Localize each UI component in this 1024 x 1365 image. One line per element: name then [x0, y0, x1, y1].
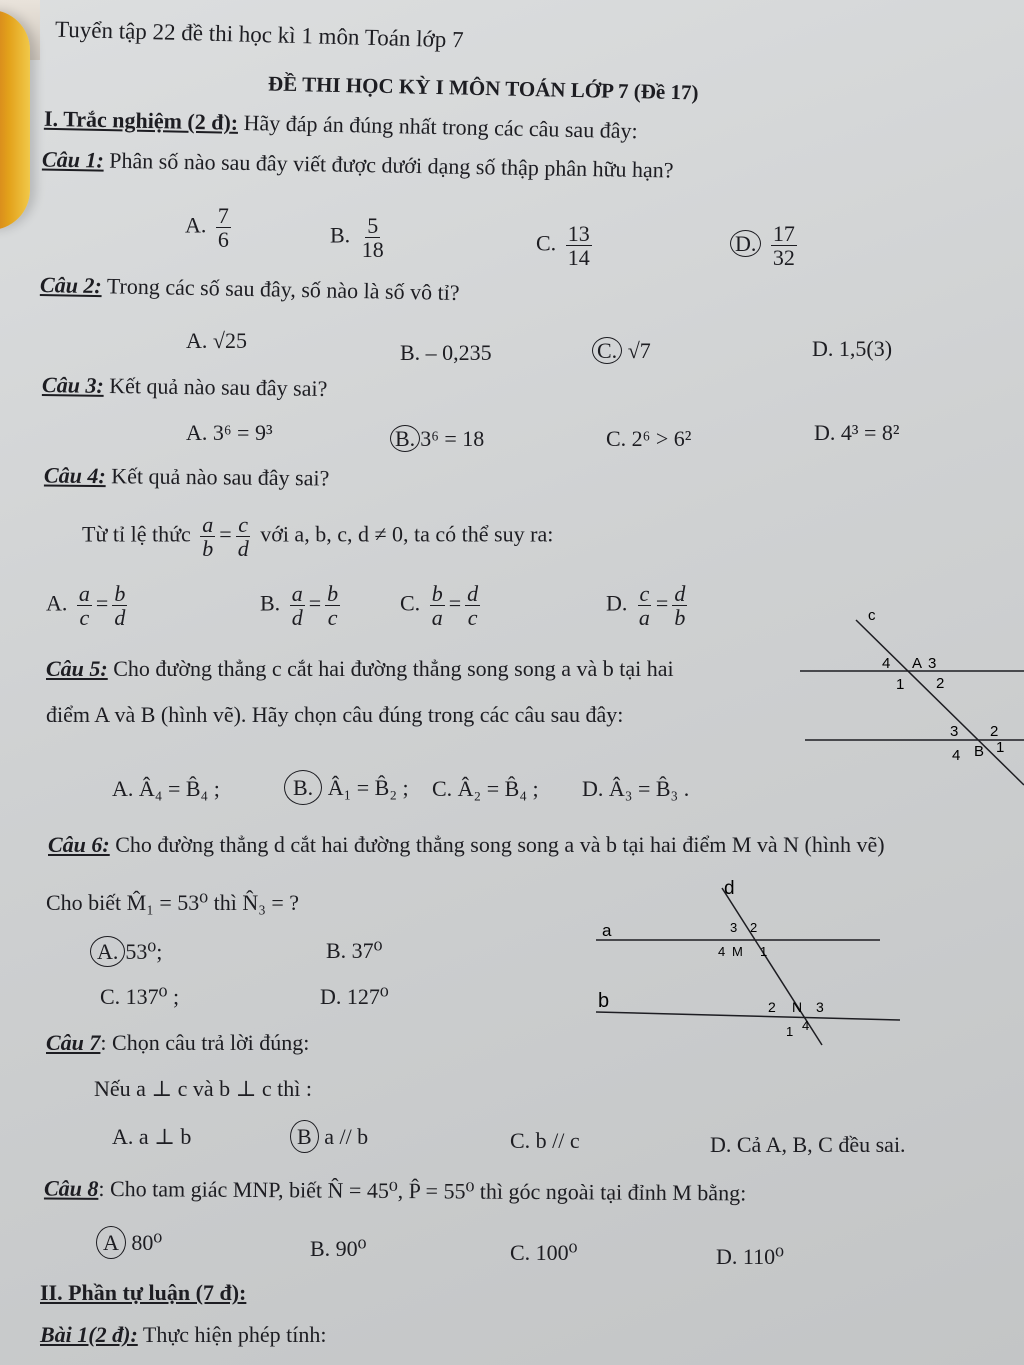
q1-option-d: [730, 222, 801, 269]
q6-fig-label-d: d: [724, 878, 735, 899]
bai1: [40, 1322, 326, 1348]
q6-line-b: [596, 1012, 900, 1020]
q4-option-c-key: C.: [400, 590, 421, 616]
q4-c-r-den: c: [467, 605, 478, 631]
q5-fig-a3: 3: [928, 655, 937, 672]
q6-fig-m3: 3: [730, 920, 738, 935]
q4-b-r-num: b: [327, 581, 339, 606]
part1-heading: I. Trắc nghiệm (2 đ):: [43, 105, 239, 135]
q4-c-l-den: a: [431, 605, 443, 631]
book-edge-decoration: [0, 10, 30, 230]
q8-option-b: B. 90⁰: [310, 1236, 367, 1261]
q8-option-c: C. 100⁰: [510, 1240, 578, 1265]
q6-option-d: D. 127⁰: [320, 984, 389, 1009]
q5-stem-line2: điểm A và B (hình vẽ). Hãy chọn câu đúng trong các câu sau đây:: [46, 702, 624, 727]
q4-b-l-num: a: [291, 581, 303, 606]
q4-c-r-num: d: [467, 581, 479, 606]
q4-premise-b: b: [202, 536, 214, 562]
q4-premise: Từ tỉ lệ thức $\frac{a}{b}$ = $\frac{c}{d}$ với a, b, c, d ≠ 0, ta có thể suy ra:: [82, 512, 554, 562]
q4-c-l-num: b: [431, 581, 443, 606]
q4-premise-d: d: [237, 536, 249, 562]
q6-fig-n4: 4: [802, 1018, 810, 1033]
q3-option-b-key-circled: B.: [390, 425, 420, 452]
q5-fig-a1: 1: [896, 676, 905, 693]
q6-fig-m2: 2: [750, 920, 758, 935]
q5-fig-point-b: B: [974, 743, 985, 760]
q1-option-b: [330, 214, 390, 261]
q3-text: Kết quả nào sau đây sai?: [109, 372, 328, 401]
q5-fig-b4: 4: [952, 747, 961, 764]
q1-label: Câu 1:: [41, 146, 105, 173]
q5-option-b-key-circled: B.: [284, 770, 322, 805]
q3-option-b-value: 3⁶ = 18: [420, 426, 485, 451]
q4-label: Câu 4:: [43, 462, 106, 489]
exam-title: ĐỀ THI HỌC KỲ I MÔN TOÁN LỚP 7 (Đề 17): [267, 71, 699, 105]
q5-label: Câu 5:: [46, 656, 108, 681]
q2-option-a: A. √25: [186, 328, 247, 353]
q5-stem-line1: [46, 656, 674, 682]
q5-fig-label-c: c: [868, 607, 876, 624]
q4-stem: [44, 463, 330, 492]
q5-option-b-value: Â₁ = B̂₂ ;: [327, 775, 409, 800]
q6-fig-label-b: b: [598, 990, 610, 1012]
q7-premise: Nếu a ⊥ c và b ⊥ c thì :: [94, 1076, 312, 1101]
q1-b-denominator: 18: [361, 237, 384, 263]
q8-option-a-value: 80⁰: [131, 1230, 163, 1255]
q2-option-c-key-circled: C.: [592, 337, 622, 364]
q6-option-b: B. 37⁰: [326, 938, 383, 963]
q8-text: : Cho tam giác MNP, biết N̂ = 45⁰, P̂ = 55⁰ thì góc ngoài tại đỉnh M bằng:: [98, 1175, 747, 1206]
part2-heading-text: II. Phần tự luận (7 đ):: [40, 1280, 247, 1305]
q5-option-d: D. Â₃ = B̂₃ .: [582, 776, 690, 801]
q1-d-numerator: 17: [772, 221, 795, 246]
q4-a-r-den: d: [114, 605, 126, 631]
q1-option-a: [185, 204, 235, 251]
q5-fig-point-a: A: [912, 655, 923, 672]
q8-option-d: D. 110⁰: [716, 1244, 784, 1269]
q5-option-b: [284, 770, 409, 805]
q3-option-a: A. 3⁶ = 9³: [186, 420, 273, 445]
q7-label: Câu 7: [46, 1030, 101, 1055]
q6-fig-point-m: M: [732, 944, 743, 959]
q6-fig-m1: 1: [760, 944, 768, 959]
q6-fig-n2: 2: [768, 999, 776, 1015]
q4-option-a-key: A.: [46, 590, 68, 616]
q4-premise-c: c: [238, 512, 249, 537]
q4-option-b: B. $\frac{a}{d}$ = $\frac{b}{c}$: [260, 581, 339, 631]
part1-instruction: Hãy đáp án đúng nhất trong các câu sau đây:: [243, 109, 638, 144]
q4-option-c: C. $\frac{b}{a}$ = $\frac{d}{c}$: [400, 581, 479, 631]
q6-given: Cho biết M̂₁ = 53⁰ thì N̂₃ = ?: [46, 890, 300, 915]
q1-option-c: [536, 222, 596, 269]
q8-option-a-key-circled: A: [96, 1226, 126, 1259]
q4-premise-a: a: [202, 512, 214, 537]
q4-a-l-num: a: [78, 581, 90, 606]
q3-option-c: C. 2⁶ > 6²: [606, 426, 692, 451]
q7-stem: [46, 1030, 309, 1056]
q1-d-denominator: 32: [772, 245, 795, 271]
q3-label: Câu 3:: [41, 372, 104, 398]
q1-c-denominator: 14: [567, 245, 590, 271]
q4-premise-post: với a, b, c, d ≠ 0, ta có thể suy ra:: [260, 521, 554, 547]
q4-d-l-den: a: [638, 605, 650, 631]
q7-option-a: A. a ⊥ b: [112, 1124, 192, 1149]
part1-line: [44, 106, 638, 144]
q5-option-c: C. Â₂ = B̂₄ ;: [432, 776, 539, 801]
q5-text1: Cho đường thẳng c cắt hai đường thẳng song song a và b tại hai: [113, 656, 674, 681]
bai1-label: Bài 1(2 đ):: [40, 1322, 138, 1347]
q1-b-numerator: 5: [367, 213, 379, 238]
q3-stem: [42, 372, 328, 402]
q4-premise-pre: Từ tỉ lệ thức: [82, 521, 191, 547]
q4-option-d-key: D.: [606, 590, 628, 616]
series-title: Tuyển tập 22 đề thi học kì 1 môn Toán lớp 7: [54, 16, 464, 53]
q1-a-denominator: 6: [217, 227, 229, 253]
q6-option-a-value: 53⁰;: [125, 939, 163, 964]
q6-option-c: C. 137⁰ ;: [100, 984, 180, 1009]
q5-line-c: [856, 620, 1024, 785]
q8-stem: [44, 1176, 746, 1207]
q4-option-d: D. $\frac{c}{a}$ = $\frac{d}{b}$: [606, 581, 686, 631]
q8-label: Câu 8: [43, 1175, 99, 1201]
part2-heading: [40, 1280, 246, 1306]
q1-text: Phân số nào sau đây viết được dưới dạng số thập phân hữu hạn?: [109, 147, 674, 183]
q4-option-a: A. $\frac{a}{c}$ = $\frac{b}{d}$: [46, 581, 126, 631]
q6-option-a: [90, 936, 162, 967]
q4-text: Kết quả nào sau đây sai?: [111, 463, 330, 491]
q5-fig-b1: 1: [996, 739, 1005, 756]
q2-option-b: B. – 0,235: [400, 340, 492, 365]
q6-stem: [48, 832, 885, 858]
q1-option-c-key: C.: [536, 230, 557, 256]
q5-fig-a4: 4: [882, 655, 891, 672]
q5-fig-b2: 2: [990, 723, 999, 740]
q1-option-a-key: A.: [185, 212, 207, 238]
q2-stem: [40, 272, 460, 306]
q6-figure: [590, 870, 910, 1050]
q5-fig-b3: 3: [950, 723, 959, 740]
q4-b-r-den: c: [327, 605, 338, 631]
q2-label: Câu 2:: [39, 271, 103, 299]
q7-option-c: C. b // c: [510, 1128, 580, 1153]
q6-label: Câu 6:: [48, 832, 110, 857]
q1-option-d-key-circled: D.: [730, 230, 761, 257]
q2-option-c: [592, 337, 651, 364]
q1-stem: [42, 146, 674, 183]
q7-option-b-value: a // b: [324, 1124, 369, 1149]
q6-fig-n3: 3: [816, 999, 824, 1015]
q4-a-l-den: c: [79, 605, 90, 631]
q6-option-a-key-circled: A.: [90, 936, 125, 967]
q4-d-l-num: c: [639, 581, 650, 606]
q2-option-c-value: √7: [627, 338, 651, 363]
q8-option-a: [96, 1226, 162, 1259]
q4-option-b-key: B.: [260, 590, 281, 616]
q7-option-d: D. Cả A, B, C đều sai.: [710, 1132, 906, 1157]
q4-a-r-num: b: [114, 581, 126, 606]
q3-option-b: [390, 425, 484, 452]
q6-fig-m4: 4: [718, 944, 726, 959]
q2-text: Trong các số sau đây, số nào là số vô tỉ?: [106, 273, 460, 306]
q7-option-b-key-circled: B: [290, 1120, 319, 1153]
q1-option-b-key: B.: [330, 222, 351, 248]
q4-d-r-num: d: [674, 581, 686, 606]
q6-fig-point-n: N: [792, 999, 803, 1015]
q1-c-numerator: 13: [567, 221, 590, 246]
q5-option-a: A. Â₄ = B̂₄ ;: [112, 776, 220, 801]
q2-option-d: D. 1,5(3): [812, 336, 893, 361]
q1-a-numerator: 7: [217, 203, 229, 228]
q4-b-l-den: d: [291, 605, 303, 631]
q5-fig-a2: 2: [936, 675, 945, 692]
bai1-text: Thực hiện phép tính:: [142, 1322, 327, 1347]
q4-d-r-den: b: [674, 605, 686, 631]
q6-text: Cho đường thẳng d cắt hai đường thẳng song song a và b tại hai điểm M và N (hình vẽ): [115, 832, 885, 857]
q7-option-b: [290, 1120, 368, 1153]
q3-option-d: D. 4³ = 8²: [814, 420, 900, 445]
q7-text: : Chọn câu trả lời đúng:: [100, 1030, 310, 1055]
q6-fig-label-a: a: [602, 921, 612, 940]
q5-figure: [800, 600, 1024, 790]
q6-fig-n1: 1: [786, 1024, 794, 1039]
